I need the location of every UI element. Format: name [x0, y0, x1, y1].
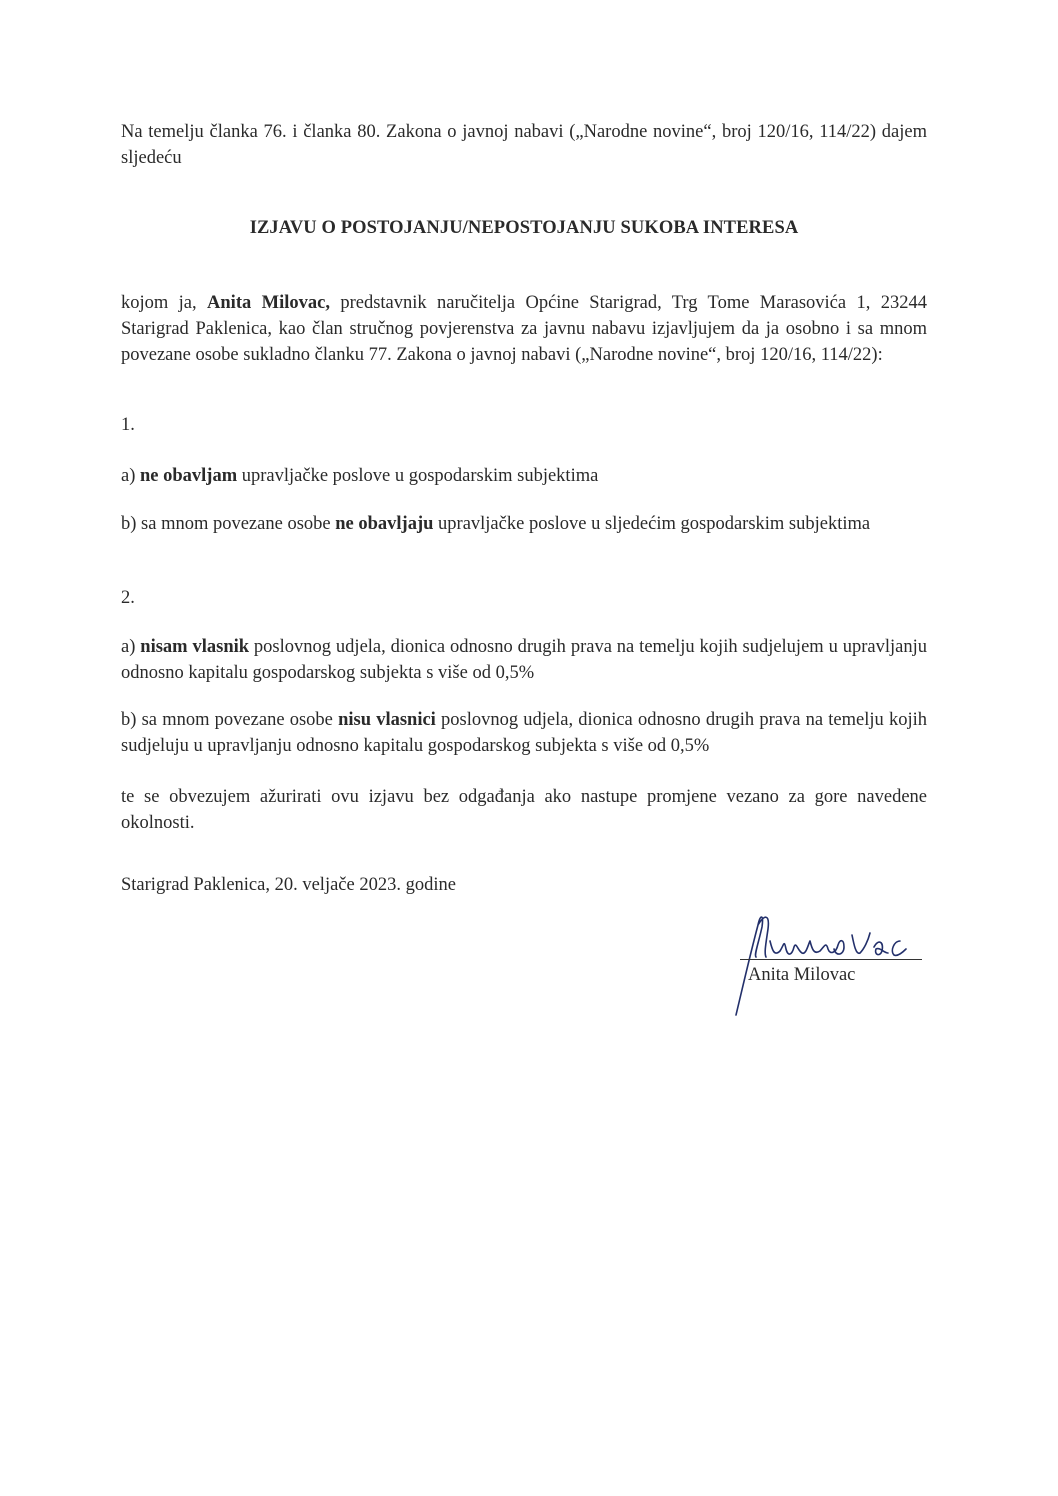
signature-block: [728, 905, 933, 1020]
section2-item-b: [121, 707, 927, 759]
section2-number-text: 2.: [121, 588, 135, 608]
section1-item-a: [121, 463, 927, 489]
signature-line: [740, 959, 922, 960]
closing-paragraph: [121, 784, 927, 836]
section1-a-bold: ne obavljam: [140, 466, 238, 486]
signatory-name: Anita Milovac: [748, 965, 856, 985]
section2-number: [121, 585, 927, 611]
declarant-name: Anita Milovac,: [207, 293, 330, 313]
section2-b-prefix: b) sa mnom povezane osobe: [121, 710, 339, 730]
section1-number: [121, 412, 927, 438]
document-title: IZJAVU O POSTOJANJU/NEPOSTOJANJU SUKOBA INTERESA: [249, 218, 799, 238]
section2-b-rest: poslovnog udjela, dionica odnosno drugih prava na temelju kojih sudjeluju u upravljanju odnosno kapitalu gospodarskog subjekta s više od 0,5%: [121, 710, 927, 756]
section1-b-bold: ne obavljaju: [335, 514, 434, 534]
section1-a-rest: upravljačke poslove u gospodarskim subjektima: [237, 466, 599, 486]
section2-a-bold: nisam vlasnik: [140, 637, 250, 657]
closing-text: te se obvezujem ažurirati ovu izjavu bez odgađanja ako nastupe promjene vezano za gore navedene okolnosti.: [121, 787, 927, 833]
declaration-rest: predstavnik naručitelja Općine Starigrad, Trg Tome Marasovića 1, 23244 Starigrad Paklenica, kao član stručnog povjerenstva za javnu nabavu izjavljujem da ja osobno i sa mnom povezane osobe sukladno članku 77. Zakona o javnoj nabavi („Narodne novine“, broj 120/16, 114/22):: [121, 293, 927, 365]
section1-a-prefix: a): [121, 466, 140, 486]
declaration-prefix: kojom ja,: [121, 293, 208, 313]
section2-a-rest: poslovnog udjela, dionica odnosno drugih prava na temelju kojih sudjelujem u upravljanju odnosno kapitalu gospodarskog subjekta s više od 0,5%: [121, 637, 927, 683]
section1-b-prefix: b) sa mnom povezane osobe: [121, 514, 336, 534]
place-date: [121, 872, 927, 898]
place-date-text: Starigrad Paklenica, 20. veljače 2023. godine: [121, 875, 456, 895]
intro-text: Na temelju članka 76. i članka 80. Zakona o javnoj nabavi („Narodne novine“, broj 120/16, 114/22) dajem sljedeću: [121, 122, 927, 168]
section1-number-text: 1.: [121, 415, 135, 435]
declaration-paragraph: [121, 290, 927, 368]
section2-item-a: [121, 634, 927, 686]
section2-b-bold: nisu vlasnici: [338, 710, 436, 730]
section1-b-rest: upravljačke poslove u sljedećim gospodarskim subjektima: [433, 514, 871, 534]
section2-a-prefix: a): [121, 637, 141, 657]
intro-paragraph: [121, 119, 927, 171]
section1-item-b: [121, 511, 927, 537]
